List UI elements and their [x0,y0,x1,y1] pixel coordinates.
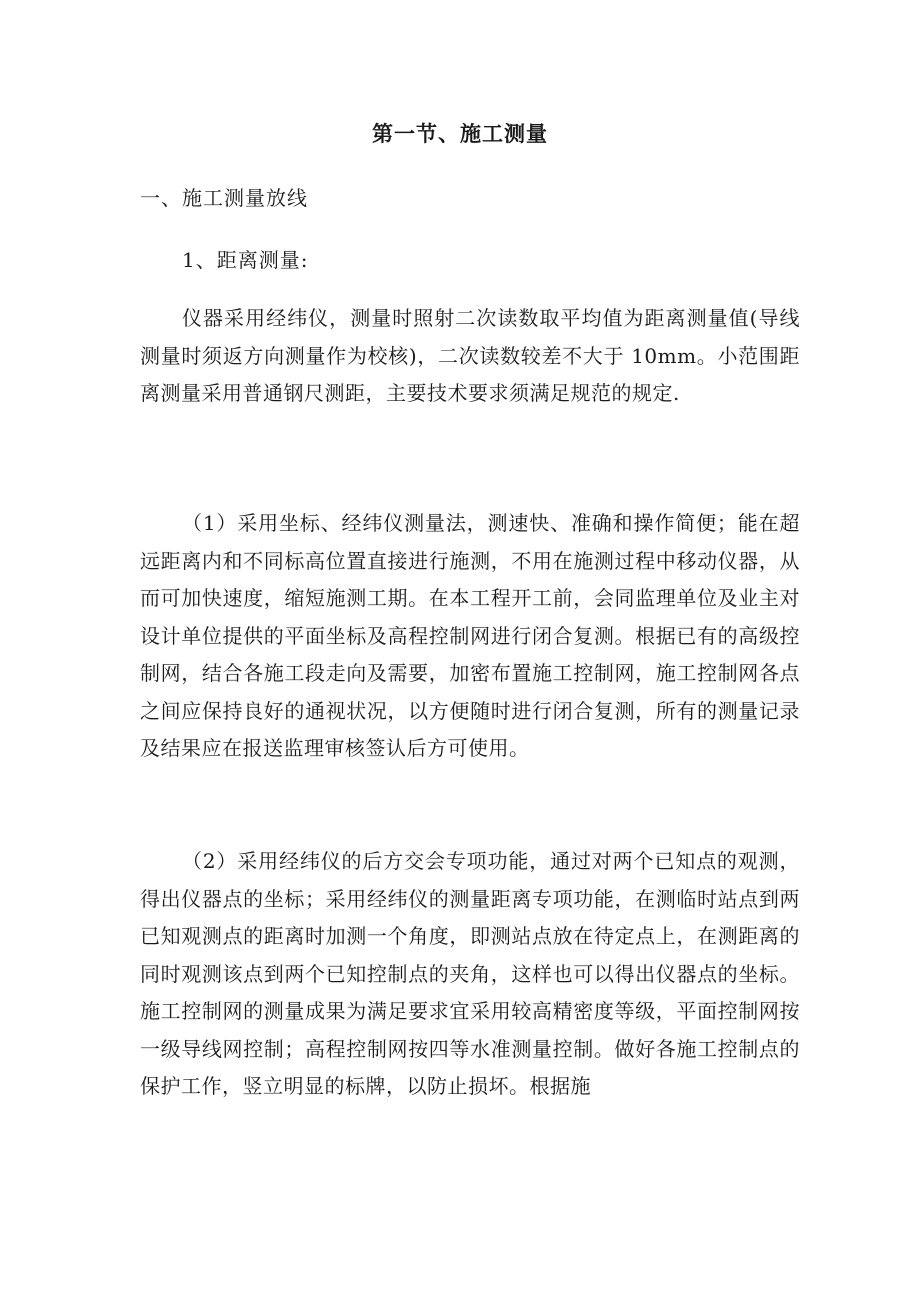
paragraph-distance-measurement: 仪器采用经纬仪，测量时照射二次读数取平均值为距离测量值(导线测量时须返方向测量作为校核)，二次读数较差不大于 10mm。小范围距离测量采用普通钢尺测距，主要技术要求须满足规范的规定. [140,306,800,405]
paragraph-resection-method: （2）采用经纬仪的后方交会专项功能，通过对两个已知点的观测，得出仪器点的坐标；采用经纬仪的测量距离专项功能，在测临时站点到两已知观测点的距离时加测一个角度，即测站点放在待定点上，在测距离的同时观测该点到两个已知控制点的夹角，这样也可以得出仪器点的坐标。施工控制网的测量成果为满足要求宜采用较高精密度等级，平面控制网按一级导线网控制；高程控制网按四等水准测量控制。做好各施工控制点的保护工作，竖立明显的标牌，以防止损坏。根据施 [140,849,800,1098]
page-title: 第一节、施工测量 [372,121,548,146]
subsection-heading: 1、距离测量: [182,248,309,272]
paragraph-coordinate-method: （1）采用坐标、经纬仪测量法，测速快、准确和操作简便；能在超远距离内和不同标高位置直接进行施测，不用在施测过程中移动仪器，从而可加快速度，缩短施测工期。在本工程开工前，会同监理单位及业主对设计单位提供的平面坐标及高程控制网进行闭合复测。根据已有的高级控制网，结合各施工段走向及需要，加密布置施工控制网，施工控制网各点之间应保持良好的通视状况，以方便随时进行闭合复测，所有的测量记录及结果应在报送监理审核签认后方可使用。 [140,511,800,760]
section-heading: 一、施工测量放线 [140,186,308,210]
